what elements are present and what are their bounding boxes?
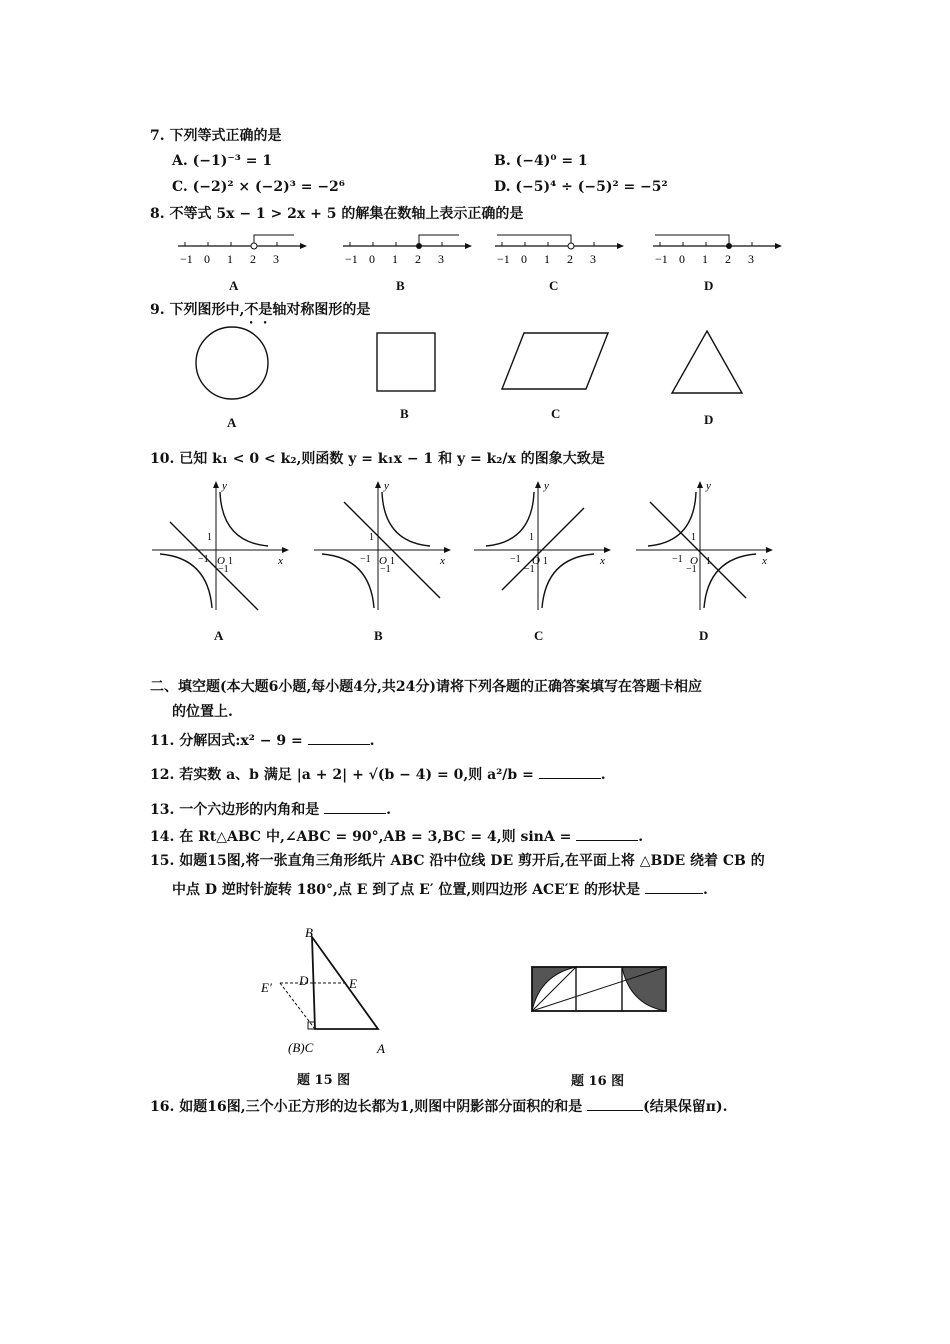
figure-15 (255, 922, 405, 1072)
q12-text: 12. 若实数 a、b 满足 |a + 2| + √(b − 4) = 0,则 a²/b = (150, 767, 534, 783)
q12-end: . (600, 767, 606, 783)
q9-label-a: A (227, 415, 237, 430)
svg-text:y: y (544, 480, 549, 492)
q16 (150, 1096, 727, 1116)
q8-numberline-a (170, 228, 310, 268)
q7-option-c (172, 178, 345, 196)
svg-text:(B)C: (B)C (288, 1040, 314, 1055)
tick-label: 0 (521, 252, 527, 266)
tick-label: 3 (438, 252, 444, 266)
q13-answer-blank[interactable] (324, 799, 386, 814)
q15-end: . (702, 882, 708, 898)
svg-text:E: E (349, 976, 357, 991)
q7-option-d (494, 178, 668, 196)
svg-text:x: x (762, 555, 767, 567)
q9-stem (150, 301, 370, 327)
q14-text: 14. 在 Rt△ABC 中,∠ABC = 90°,AB = 3,BC = 4,则 sinA = (150, 829, 572, 845)
square-shape (377, 333, 435, 391)
tick-label: 2 (567, 252, 573, 266)
tick-label: 3 (273, 252, 279, 266)
q7-option-c-expr: (−2)² × (−2)³ = −2⁶ (192, 179, 345, 195)
svg-text:A: A (377, 1041, 385, 1056)
svg-text:1: 1 (706, 556, 711, 567)
q11 (150, 730, 374, 750)
svg-text:1: 1 (529, 532, 534, 543)
shaded-region-right (622, 967, 666, 1011)
svg-text:−1: −1 (218, 564, 229, 575)
svg-text:−1: −1 (380, 564, 391, 575)
q14 (150, 826, 643, 846)
tick-label: 0 (679, 252, 685, 266)
q10-graph-c (472, 480, 612, 615)
q15-answer-blank[interactable] (645, 879, 703, 894)
tick-label: 2 (250, 252, 256, 266)
q7-option-d-expr: (−5)⁴ ÷ (−5)² = −5² (515, 179, 668, 195)
svg-text:B: B (305, 925, 313, 940)
q15-line1: 15. 如题15图,将一张直角三角形纸片 ABC 沿中位线 DE 剪开后,在平面上将 △BDE 绕着 CB 的 (150, 853, 765, 869)
tick-label: −1 (345, 252, 358, 266)
svg-text:1: 1 (691, 532, 696, 543)
svg-text:O: O (532, 555, 540, 567)
svg-text:O: O (379, 555, 387, 567)
q10-label-d: D (699, 628, 709, 643)
tick-label: 1 (227, 252, 233, 266)
q16-end: (结果保留π). (643, 1099, 728, 1115)
q15-line2 (172, 879, 708, 899)
q16-answer-blank[interactable] (587, 1096, 643, 1111)
q10-label-b: B (374, 628, 383, 643)
q15-line2-text: 中点 D 逆时针旋转 180°,点 E 到了点 E′ 位置,则四边形 ACE′E 的形状是 (172, 882, 641, 898)
svg-text:1: 1 (207, 532, 212, 543)
tick-label: 0 (369, 252, 375, 266)
tick-label: 3 (748, 252, 754, 266)
tick-label: 1 (544, 252, 550, 266)
q10-graph-b (312, 480, 452, 615)
q14-answer-blank[interactable] (576, 826, 638, 841)
q8-label-b: B (396, 278, 405, 293)
q10-stem: 10. 已知 k₁ < 0 < k₂,则函数 y = k₁x − 1 和 y = k₂/x 的图象大致是 (150, 451, 605, 467)
q16-text: 16. 如题16图,三个小正方形的边长都为1,则图中阴影部分面积的和是 (150, 1099, 583, 1115)
q11-end: . (369, 733, 375, 749)
q9-stem-pre: 9. 下列图形中, (150, 302, 245, 318)
tick-label: −1 (497, 252, 510, 266)
svg-text:x: x (440, 555, 445, 567)
q13 (150, 799, 391, 819)
svg-text:E′: E′ (261, 980, 272, 995)
q12-answer-blank[interactable] (539, 764, 601, 779)
svg-text:1: 1 (369, 532, 374, 543)
q14-end: . (638, 829, 644, 845)
q7-option-c-letter: C. (172, 179, 188, 195)
q7-option-a-expr: (−1)⁻³ = 1 (192, 153, 273, 169)
svg-text:−1: −1 (672, 554, 683, 565)
q9-label-b: B (400, 406, 409, 421)
svg-text:D: D (299, 973, 309, 988)
q7-option-a-letter: A. (172, 153, 188, 169)
svg-text:x: x (600, 555, 605, 567)
q9-label-d: D (704, 412, 714, 427)
q7-option-b (494, 152, 588, 170)
q9-label-c: C (551, 406, 561, 421)
q7-option-a (172, 152, 272, 170)
q12 (150, 764, 606, 784)
q9-stem-post: 轴对称图形的是 (272, 302, 371, 318)
section2-heading-line2: 的位置上. (172, 704, 233, 720)
q10-graph-a (150, 480, 290, 615)
tick-label: 0 (204, 252, 210, 266)
q10-graph-d (634, 480, 774, 615)
figure-16 (530, 965, 670, 1020)
svg-text:1: 1 (543, 556, 548, 567)
svg-text:y: y (222, 480, 227, 492)
q8-label-d: D (704, 278, 714, 293)
svg-text:1: 1 (228, 556, 233, 567)
svg-text:−1: −1 (510, 554, 521, 565)
q8-numberline-b (335, 228, 475, 268)
q8-label-c: C (549, 278, 559, 293)
figure-16-caption: 题 16 图 (571, 1074, 625, 1089)
svg-text:y: y (706, 480, 711, 492)
tick-label: 2 (415, 252, 421, 266)
q9-stem-emphasis: 不是 (244, 302, 273, 318)
q7-option-d-letter: D. (494, 179, 511, 195)
q10-label-a: A (214, 628, 224, 643)
q7-option-b-expr: (−4)⁰ = 1 (515, 153, 588, 169)
svg-text:−1: −1 (360, 554, 371, 565)
q13-end: . (386, 802, 391, 818)
section2-heading-line1: 二、填空题(本大题6小题,每小题4分,共24分)请将下列各题的正确答案填写在答题卡相应 (150, 679, 702, 695)
q11-answer-blank[interactable] (308, 730, 370, 745)
q13-text: 13. 一个六边形的内角和是 (150, 802, 320, 818)
q8-numberline-d (645, 228, 785, 268)
svg-text:1: 1 (390, 556, 395, 567)
circle-shape (196, 327, 268, 399)
svg-text:x: x (278, 555, 283, 567)
triangle-shape (672, 331, 742, 393)
q9-shapes (190, 325, 790, 405)
tick-label: −1 (180, 252, 193, 266)
q7-stem: 7. 下列等式正确的是 (150, 128, 282, 144)
tick-label: 1 (392, 252, 398, 266)
svg-text:y: y (384, 480, 389, 492)
q8-label-a: A (229, 278, 239, 293)
q8-numberline-c (487, 228, 627, 268)
svg-text:O: O (217, 555, 225, 567)
q10-label-c: C (534, 628, 544, 643)
tick-label: −1 (655, 252, 668, 266)
q11-text: 11. 分解因式:x² − 9 = (150, 733, 303, 749)
svg-text:−1: −1 (524, 564, 535, 575)
svg-text:O: O (690, 555, 698, 567)
q7-option-b-letter: B. (494, 153, 511, 169)
figure-15-caption: 题 15 图 (297, 1073, 351, 1088)
tick-label: 2 (725, 252, 731, 266)
svg-text:−1: −1 (198, 554, 209, 565)
tick-label: 3 (590, 252, 596, 266)
parallelogram-shape (502, 333, 608, 389)
svg-text:−1: −1 (686, 564, 697, 575)
tick-label: 1 (702, 252, 708, 266)
q8-stem: 8. 不等式 5x − 1 > 2x + 5 的解集在数轴上表示正确的是 (150, 206, 524, 222)
